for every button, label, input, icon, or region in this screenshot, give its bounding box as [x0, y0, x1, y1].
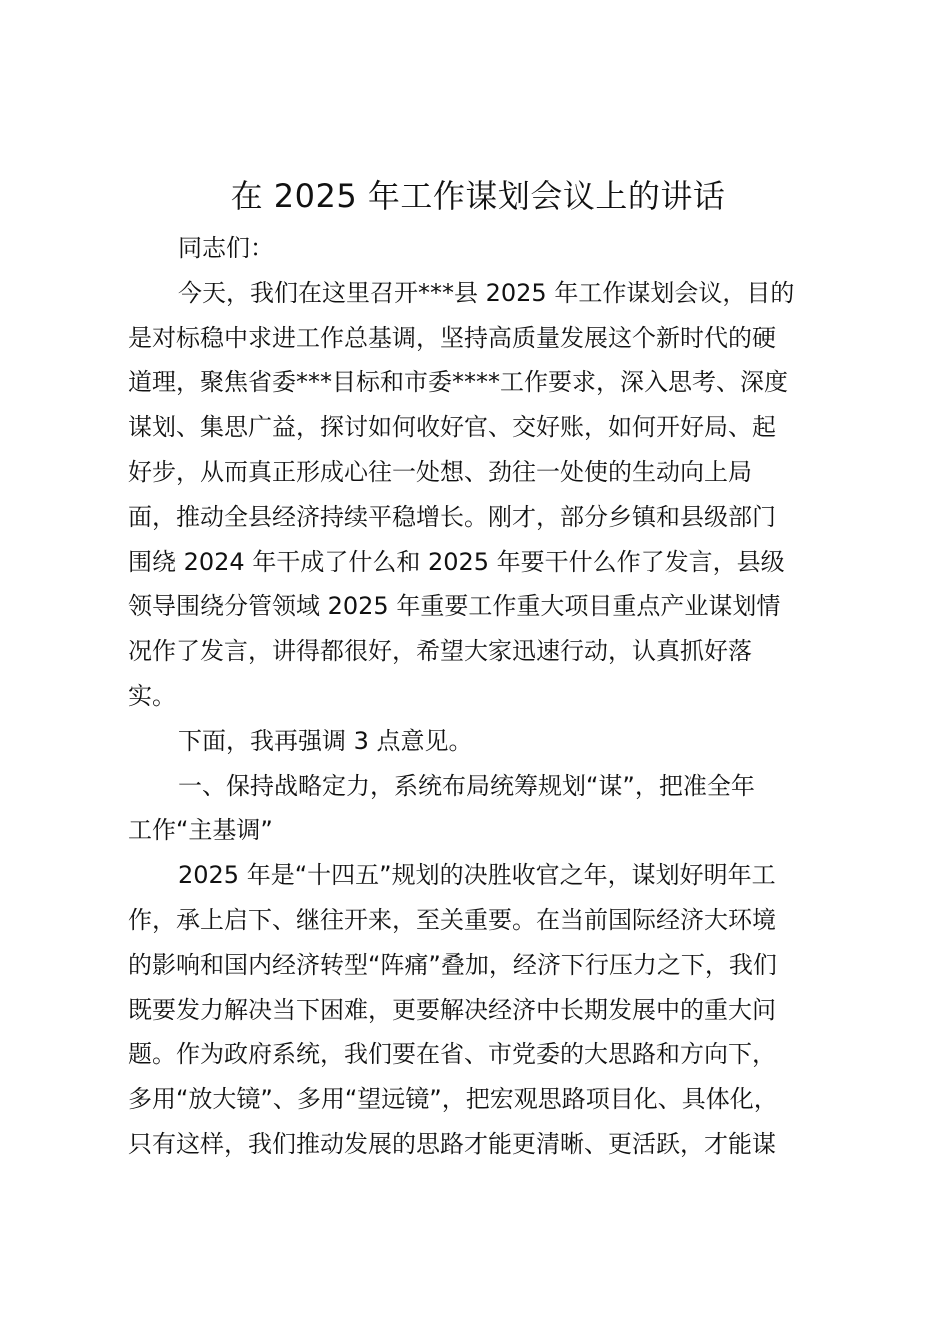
paragraph-line: 题。作为政府系统，我们要在省、市党委的大思路和方向下， [128, 1040, 776, 1069]
paragraph-line: 况作了发言，讲得都很好，希望大家迅速行动，认真抓好落 [128, 637, 752, 666]
document-title: 在 2025 年工作谋划会议上的讲话 [230, 177, 726, 215]
section-heading-1 [128, 764, 828, 854]
paragraph-line: 既要发力解决当下困难，更要解决经济中长期发展中的重大问 [128, 995, 776, 1024]
heading-line: 一、保持战略定力，系统布局统筹规划“谋”，把准全年 [178, 771, 755, 800]
paragraph-line: 2025 年是“十四五”规划的决胜收官之年，谋划好明年工 [178, 861, 776, 890]
heading-line: 工作“主基调” [128, 816, 273, 845]
paragraph-line: 围绕 2024 年干成了什么和 2025 年要干什么作了发言，县级 [128, 547, 785, 576]
paragraph-line: 多用“放大镜”、多用“望远镜”，把宏观思路项目化、具体化， [128, 1085, 778, 1114]
paragraph-line: 是对标稳中求进工作总基调，坚持高质量发展这个新时代的硬 [128, 323, 776, 352]
paragraph-line: 只有这样，我们推动发展的思路才能更清晰、更活跃，才能谋 [128, 1129, 776, 1158]
paragraph-line: 谋划、集思广益，探讨如何收好官、交好账，如何开好局、起 [128, 413, 776, 442]
paragraph-line: 的影响和国内经济转型“阵痛”叠加，经济下行压力之下，我们 [128, 950, 777, 979]
paragraph-line: 好步，从而真正形成心往一处想、劲往一处使的生动向上局 [128, 457, 752, 486]
document-page [128, 172, 828, 1167]
paragraph-line: 作，承上启下、继往开来，至关重要。在当前国际经济大环境 [128, 905, 776, 934]
salutation: 同志们： [178, 234, 274, 262]
paragraph-line: 面，推动全县经济持续平稳增长。刚才，部分乡镇和县级部门 [128, 502, 776, 531]
paragraph-line: 领导围绕分管领域 2025 年重要工作重大项目重点产业谋划情 [128, 592, 781, 621]
paragraph-line: 道理，聚焦省委***目标和市委****工作要求，深入思考、深度 [128, 368, 788, 397]
paragraph-section-1 [128, 853, 828, 1167]
paragraph-line: 实。 [128, 681, 176, 710]
paragraph-line: 今天，我们在这里召开***县 2025 年工作谋划会议，目的 [178, 278, 795, 307]
paragraph-opening [128, 271, 828, 719]
paragraph-intro-points: 下面，我再强调 3 点意见。 [178, 726, 473, 755]
